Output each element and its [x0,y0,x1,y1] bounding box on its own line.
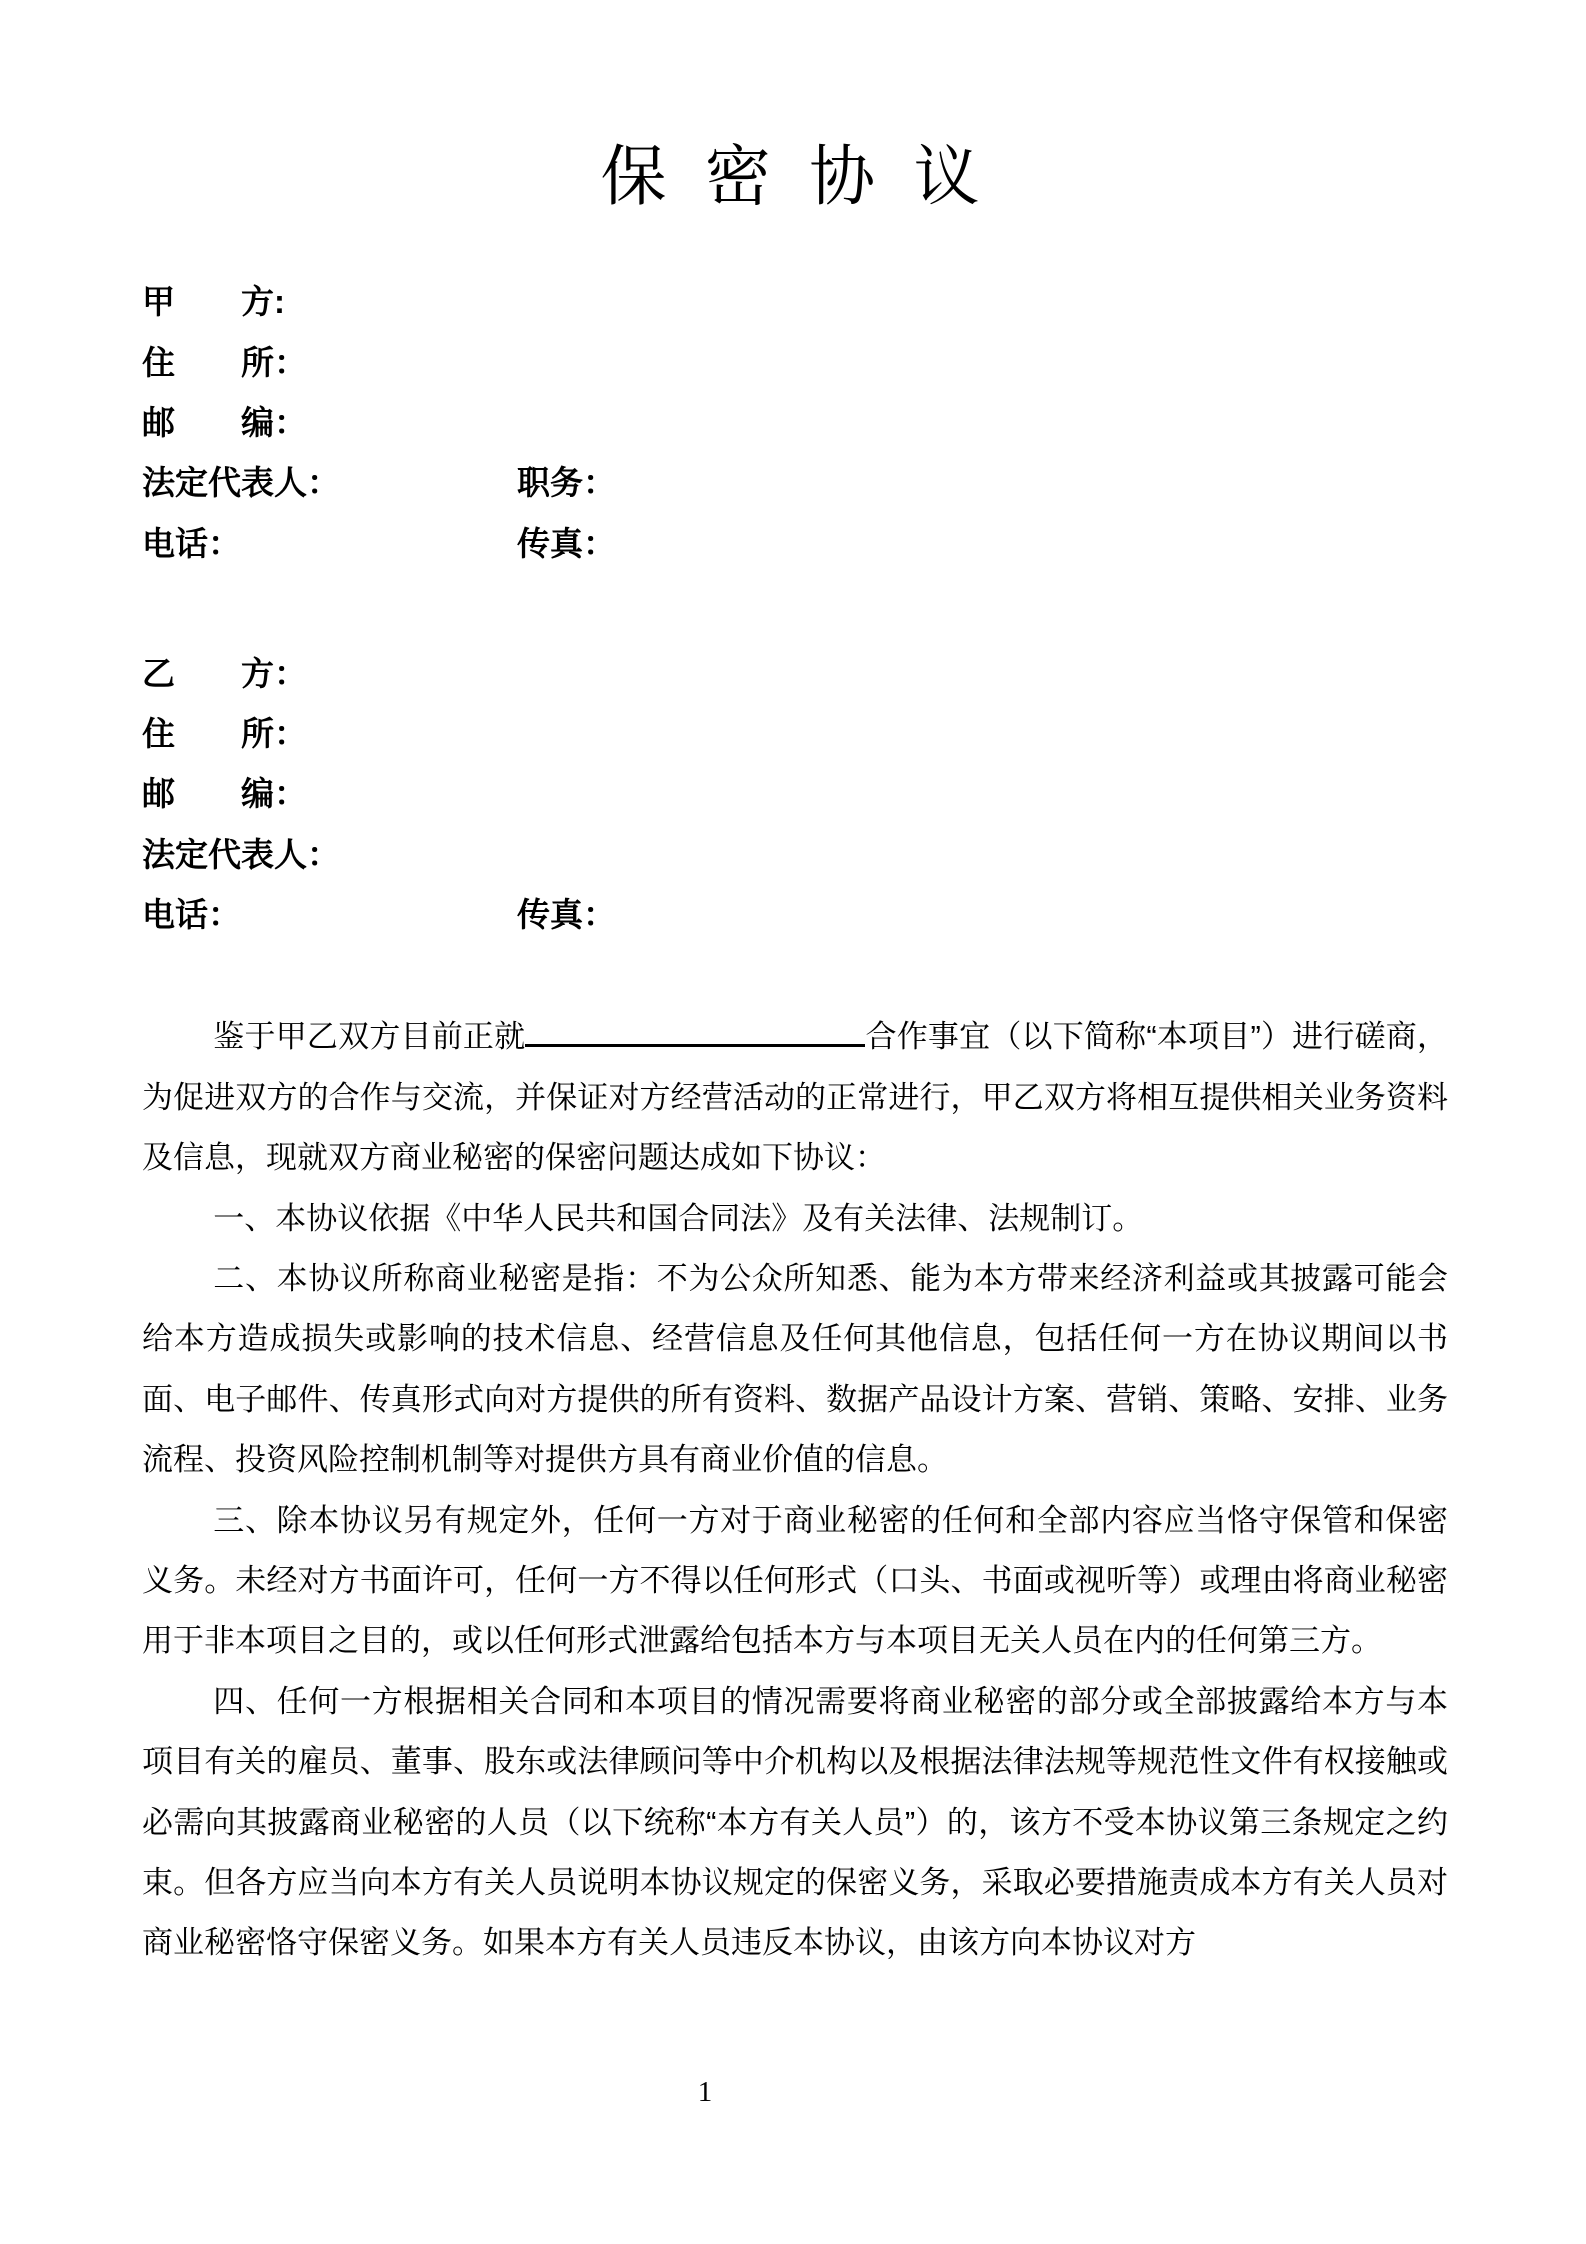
preamble-text-after-blank: 合作事宜（以下简称“本项目”）进行磋商，为促进双方的合作与交流，并保证对方经营活动的正常进行，甲乙双方将相互提供相关业务资料及信息，现就双方商业秘密的保密问题达成如下协议： [142,1019,1448,1176]
party-a-legal-rep-row [142,453,1448,513]
document-content [142,0,1448,1974]
party-a-address-label: 住 所： [142,343,307,381]
party-a-fax-label: 传真： [517,524,616,562]
party-b-phone-label: 电话： [142,896,241,934]
party-b-address-row [142,704,1448,764]
party-b-zip-row [142,764,1448,824]
party-b-section [142,644,1448,945]
party-a-zip-row [142,393,1448,453]
party-b-phone-row [142,885,1448,945]
party-a-legal-rep-label: 法定代表人： [142,464,340,502]
party-a-section [142,272,1448,573]
party-b-legal-rep-row [142,825,1448,885]
party-b-name-label: 乙 方： [142,654,307,692]
clause-4: 四、任何一方根据相关合同和本项目的情况需要将商业秘密的部分或全部披露给本方与本项目有关的雇员、董事、股东或法律顾问等中介机构以及根据法律法规等规范性文件有权接触或必需向其披露商业秘密的人员（以下统称“本方有关人员”）的，该方不受本协议第三条规定之约束。但各方应当向本方有关人员说明本协议规定的保密义务，采取必要措施责成本方有关人员对商业秘密恪守保密义务。如果本方有关人员违反本协议，由该方向本协议对方 [142,1683,1448,1961]
party-a-zip-label: 邮 编： [142,403,307,441]
party-b-legal-rep-label: 法定代表人： [142,835,340,873]
party-b-name-row [142,644,1448,704]
document-title: 保 密 协 议 [600,139,990,213]
clause-3: 三、除本协议另有规定外，任何一方对于商业秘密的任何和全部内容应当恪守保管和保密义务。未经对方书面许可，任何一方不得以任何形式（口头、书面或视听等）或理由将商业秘密用于非本项目之目的，或以任何形式泄露给包括本方与本项目无关人员在内的任何第三方。 [142,1502,1448,1659]
party-a-phone-row [142,514,1448,574]
preamble-paragraph [142,1007,1448,1188]
party-b-address-label: 住 所： [142,715,307,753]
party-a-position-label: 职务： [517,464,616,502]
party-b-zip-label: 邮 编： [142,775,307,813]
page-number: 1 [697,2076,713,2108]
party-a-address-row [142,333,1448,393]
preamble-text-before-blank: 鉴于甲乙双方目前正就 [213,1019,526,1055]
party-a-name-label: 甲 方: [142,283,285,321]
party-b-fax-label: 传真： [517,896,616,934]
clause-2: 二、本协议所称商业秘密是指：不为公众所知悉、能为本方带来经济利益或其披露可能会给本方造成损失或影响的技术信息、经营信息及任何其他信息，包括任何一方在协议期间以书面、电子邮件、传真形式向对方提供的所有资料、数据产品设计方案、营销、策略、安排、业务流程、投资风险控制机制等对提供方具有商业价值的信息。 [142,1260,1448,1478]
fill-in-blank-underline [525,1041,865,1047]
party-a-name-row [142,272,1448,332]
agreement-body [142,1007,1448,1974]
clause-1: 一、本协议依据《中华人民共和国合同法》及有关法律、法规制订。 [213,1200,1144,1236]
party-a-phone-label: 电话： [142,524,241,562]
